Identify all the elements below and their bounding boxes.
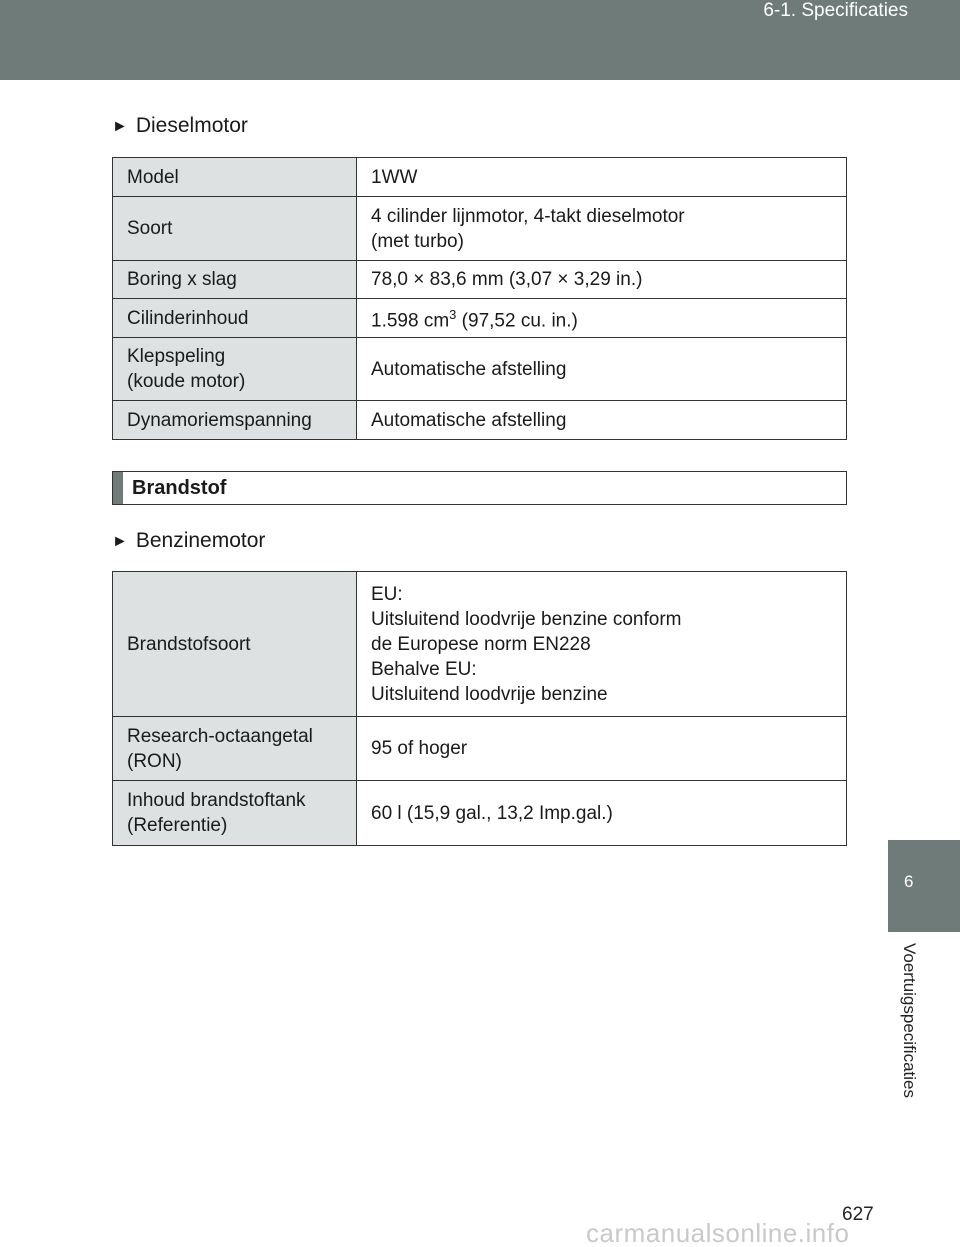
table-row bbox=[113, 261, 847, 299]
spec-value: Automatische afstelling bbox=[357, 338, 847, 401]
spec-value bbox=[357, 197, 847, 261]
spec-key: Cilinderinhoud bbox=[113, 299, 357, 338]
key-line: (RON) bbox=[127, 750, 182, 772]
chapter-tab[interactable] bbox=[888, 840, 960, 932]
header-band bbox=[0, 0, 960, 80]
table-row bbox=[113, 158, 847, 197]
chapter-label: Voertuigspecificaties bbox=[900, 943, 919, 1098]
spec-key: Brandstofsoort bbox=[113, 572, 357, 717]
diesel-heading bbox=[112, 114, 248, 140]
chapter-number: 6 bbox=[904, 872, 914, 891]
value-line: 4 cilinder lijnmotor, 4-takt dieselmotor bbox=[371, 205, 685, 227]
value-line: Behalve EU: bbox=[371, 658, 477, 680]
value-line: (met turbo) bbox=[371, 230, 464, 252]
value-line: de Europese norm EN228 bbox=[371, 633, 591, 655]
value-line: Uitsluitend loodvrije benzine conform bbox=[371, 608, 682, 630]
spec-value: 78,0 × 83,6 mm (3,07 × 3,29 in.) bbox=[357, 261, 847, 299]
key-line: Klepspeling bbox=[127, 346, 226, 367]
diesel-spec-table bbox=[112, 157, 847, 440]
triangle-right-icon: ► bbox=[112, 118, 128, 135]
spec-key bbox=[113, 781, 357, 846]
key-line: Inhoud brandstoftank bbox=[127, 790, 306, 811]
spec-key: Dynamoriemspanning bbox=[113, 401, 357, 440]
spec-value: 95 of hoger bbox=[357, 717, 847, 781]
table-row bbox=[113, 197, 847, 261]
spec-key: Boring x slag bbox=[113, 261, 357, 299]
spec-value: 1WW bbox=[357, 158, 847, 197]
key-line: (Referentie) bbox=[127, 815, 228, 836]
table-row bbox=[113, 781, 847, 846]
spec-key bbox=[113, 717, 357, 781]
petrol-heading-text: Benzinemotor bbox=[135, 529, 266, 552]
table-row bbox=[113, 572, 847, 717]
table-row bbox=[113, 299, 847, 338]
table-row bbox=[113, 401, 847, 440]
key-line: Research-octaangetal bbox=[127, 725, 313, 747]
petrol-heading bbox=[112, 529, 265, 555]
triangle-right-icon: ► bbox=[112, 533, 128, 550]
spec-key bbox=[113, 338, 357, 401]
value-line: Uitsluitend loodvrije benzine bbox=[371, 683, 608, 705]
banner-accent bbox=[113, 472, 123, 504]
value-tail: (97,52 cu. in.) bbox=[456, 310, 578, 332]
key-line: (koude motor) bbox=[127, 371, 246, 392]
watermark: carmanualsonline.info bbox=[586, 1218, 850, 1247]
fuel-section-banner bbox=[112, 471, 847, 505]
value-line: EU: bbox=[371, 583, 403, 605]
spec-key: Soort bbox=[113, 197, 357, 261]
table-row bbox=[113, 338, 847, 401]
table-row bbox=[113, 717, 847, 781]
spec-value: Automatische afstelling bbox=[357, 401, 847, 440]
spec-key: Model bbox=[113, 158, 357, 197]
diesel-heading-text: Dieselmotor bbox=[135, 114, 248, 137]
section-title: 6-1. Specificaties bbox=[763, 0, 908, 21]
fuel-spec-table bbox=[112, 571, 847, 846]
page-number: 627 bbox=[842, 1204, 874, 1225]
spec-value bbox=[357, 572, 847, 717]
value-main: 1.598 cm bbox=[371, 310, 450, 332]
banner-title: Brandstof bbox=[132, 477, 227, 499]
spec-value: 60 l (15,9 gal., 13,2 Imp.gal.) bbox=[357, 781, 847, 846]
spec-value bbox=[357, 299, 847, 338]
value-superscript: 3 bbox=[449, 307, 457, 323]
